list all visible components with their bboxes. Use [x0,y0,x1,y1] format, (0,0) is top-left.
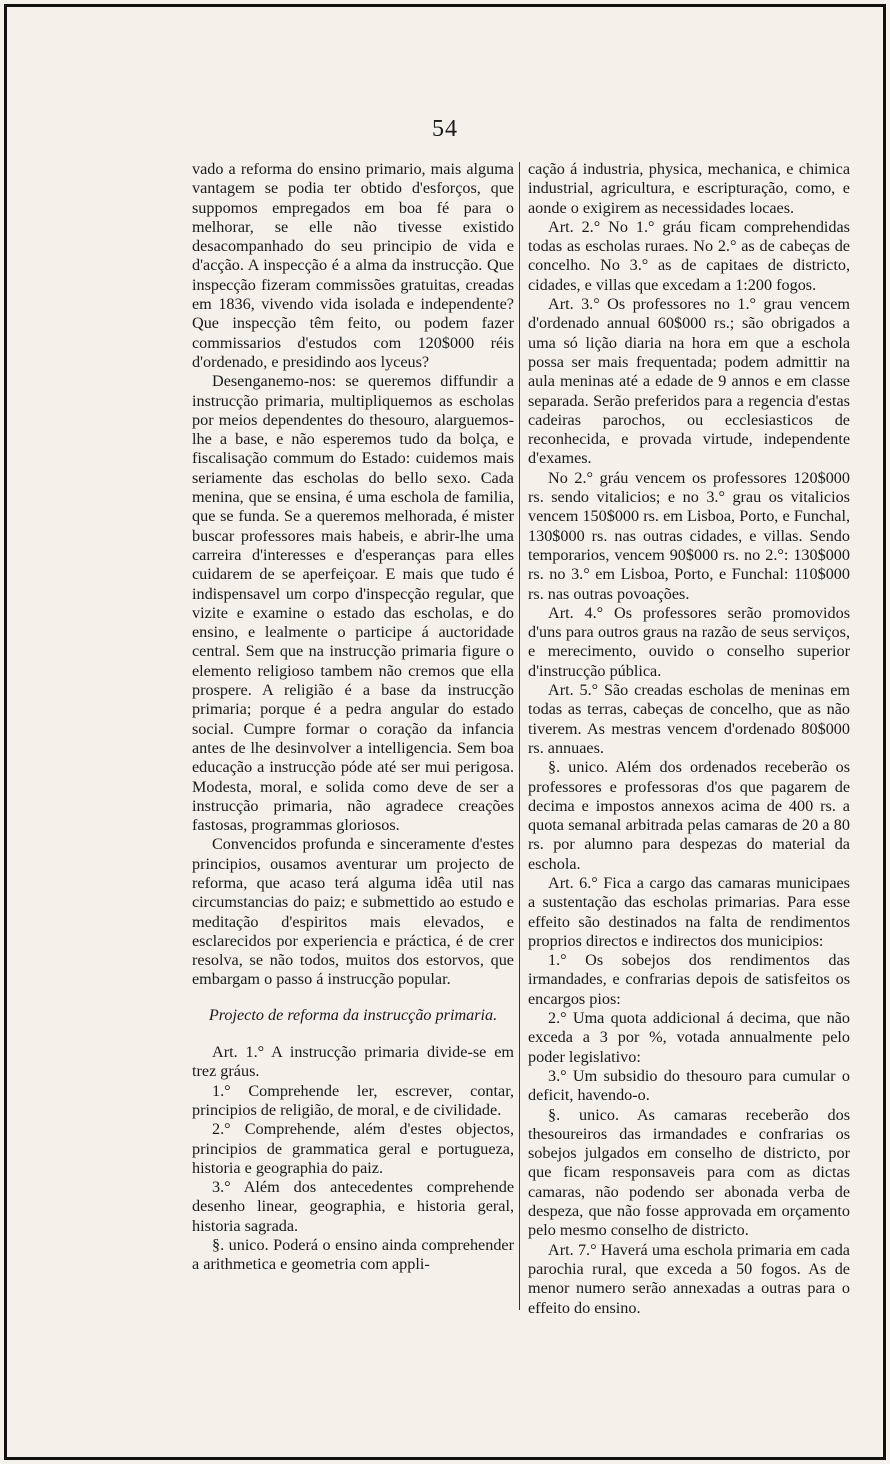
article-paragraph: Art. 4.° Os professores serão promovidos d'uns para outros graus na razão de seus serviços, e merecimento, ouvido o conselho superior d'instrucção pública. [528,603,850,680]
article-paragraph: Art. 5.° São creadas escholas de meninas em todas as terras, cabeças de concelho, que as não tiverem. As mestras vencem d'ordenado 80$000 rs. annuaes. [528,681,850,757]
article-paragraph: Art. 1.° A instrucção primaria divide-se em trez gráus. [192,1043,514,1081]
article-paragraph: Art. 2.° No 1.° gráu ficam comprehendidas todas as escholas ruraes. No 2.° as de cabeças de concelho. No 3.° as de capitaes de districto, cidades, e villas que excedam a 1:200 fogos. [528,217,850,294]
column-divider [519,162,520,1310]
article-paragraph: Art. 7.° Haverá uma eschola primaria em cada parochia rural, que exceda a 50 fogos. As de menor numero serão annexadas a outras para o effeito do ensino. [528,1240,850,1317]
section-heading: Projecto de reforma da instrucção primaria. [208,1005,498,1024]
article-paragraph: Art. 3.° Os professores no 1.° grau vencem d'ordenado annual 60$000 rs.; são obrigados a uma só lição diaria na hora em que a eschola possa ser mais frequentada; podem admittir na aula meninas até a edade de 9 annos e em classe separada. Serão preferidos para a regencia d'estas cadeiras parochos, ou ecclesiasticos de reconhecida, e provada virtude, independente d'exames. [528,295,850,468]
article-paragraph: §. unico. Além dos ordenados receberão os professores e professoras d'os que pagarem de decima e impostos annexos acima de 400 rs. a quota semanal arbitrada pelas camaras de 20 a 80 rs. por alumno para despezas do material da eschola. [528,758,850,873]
paragraph: vado a reforma do ensino primario, mais alguma vantagem se podia ter obtido d'esforços, que suppomos empregados em boa fé para o melhorar, se elle não tivesse existido desacompanhado do seu principio de vida e d'acção. A inspecção é a alma da instrucção. Que inspecção fizeram commissões gratuitas, creadas em 1836, vivendo vida isolada e independente? Que inspecção têm feito, ou podem fazer commissarios d'estudos com 120$000 réis d'ordenado, e presidindo aos lyceus? [192,160,514,371]
article-paragraph: No 2.° gráu vencem os professores 120$000 rs. sendo vitalicios; e no 3.° grau os vitalicios vencem 150$000 rs. em Lisboa, Porto, e Funchal, 130$000 rs. nas outras cidades, e villas. Sendo temporarios, vencem 90$000 rs. no 2.°: 130$000 rs. no 3.° em Lisboa, Porto, e Funchal: 110$000 rs. nas outras povoações. [528,468,850,603]
article-paragraph: 2.° Comprehende, além d'estes objectos, principios de grammatica geral e portugueza, historia e geographia do paiz. [192,1120,514,1177]
article-paragraph: 1.° Os sobejos dos rendimentos das irmandades, e confrarias depois de satisfeitos os encargos pios: [528,951,850,1008]
article-paragraph: §. unico. Poderá o ensino ainda comprehender a arithmetica e geometria com appli- [192,1236,514,1274]
article-paragraph: 3.° Um subsidio do thesouro para cumular o deficit, havendo-o. [528,1066,850,1105]
paragraph: Convencidos profunda e sinceramente d'estes principios, ousamos aventurar um projecto de reforma, que acaso terá alguma idêa util nas circumstancias do paiz; e submettido ao estudo e meditação d'espiritos mais elevados, e esclarecidos por experiencia e práctica, é de crer resolva, se não todos, muitos dos estorvos, que embargam o passo á instrucção popular. [192,835,514,989]
article-paragraph: 2.° Uma quota addicional á decima, que não exceda a 3 por %, votada annualmente pelo poder legislativo: [528,1009,850,1066]
article-paragraph: Art. 6.° Fica a cargo das camaras municipaes a sustentação das escholas primarias. Para esse effeito são destinados na falta de rendimentos proprios directos e indirectos dos municipios: [528,873,850,950]
right-column [528,160,850,1318]
article-paragraph: §. unico. As camaras receberão dos thesoureiros das irmandades e confrarias os sobejos julgados em conselho de districto, por que ficam responsaveis para com as dictas camaras, não podendo ser abonada verba de despeza, que não fosse approvada em orçamento pelo mesmo conselho de districto. [528,1105,850,1240]
left-column [192,160,514,1275]
article-paragraph: 3.° Além dos antecedentes comprehende desenho linear, geographia, e historia geral, historia sagrada. [192,1178,514,1235]
article-paragraph: 1.° Comprehende ler, escrever, contar, principios de religião, de moral, e de civilidade. [192,1081,514,1119]
page-number: 54 [432,116,458,142]
paragraph: cação á industria, physica, mechanica, e chimica industrial, agricultura, e escripturação, como, e aonde o exigirem as necessidades locaes. [528,160,850,217]
paragraph: Desenganemo-nos: se queremos diffundir a instrucção primaria, multipliquemos as escholas por meios dependentes do thesouro, alarguemos-lhe a base, e não esperemos tudo da bolça, e fiscalisação commum do Estado: cuidemos mais seriamente das escholas do bello sexo. Cada menina, que se ensina, é uma eschola de familia, que se funda. Se a queremos melhorada, é mister buscar professores mais habeis, e abrir-lhe uma carreira d'interesses e d'esperanças para elles cuidarem de se aperfeiçoar. E mais que tudo é indispensavel um corpo d'inspecção regular, que vizite e examine o estado das escholas, e do ensino, e lealmente o participe á auctoridade central. Sem que na instrucção primaria figure o elemento religioso tambem não cremos que ella prospere. A religião é a base da instrucção primaria; porque é a pedra angular do estado social. Cumpre formar o coração da infancia antes de lhe desinvolver a intelligencia. Sem boa educação a instrucção póde até ser mui perigosa. Modesta, moral, e solida como deve de ser a instrucção primaria, não agradece creações fastosas, programmas gloriosos. [192,372,514,835]
